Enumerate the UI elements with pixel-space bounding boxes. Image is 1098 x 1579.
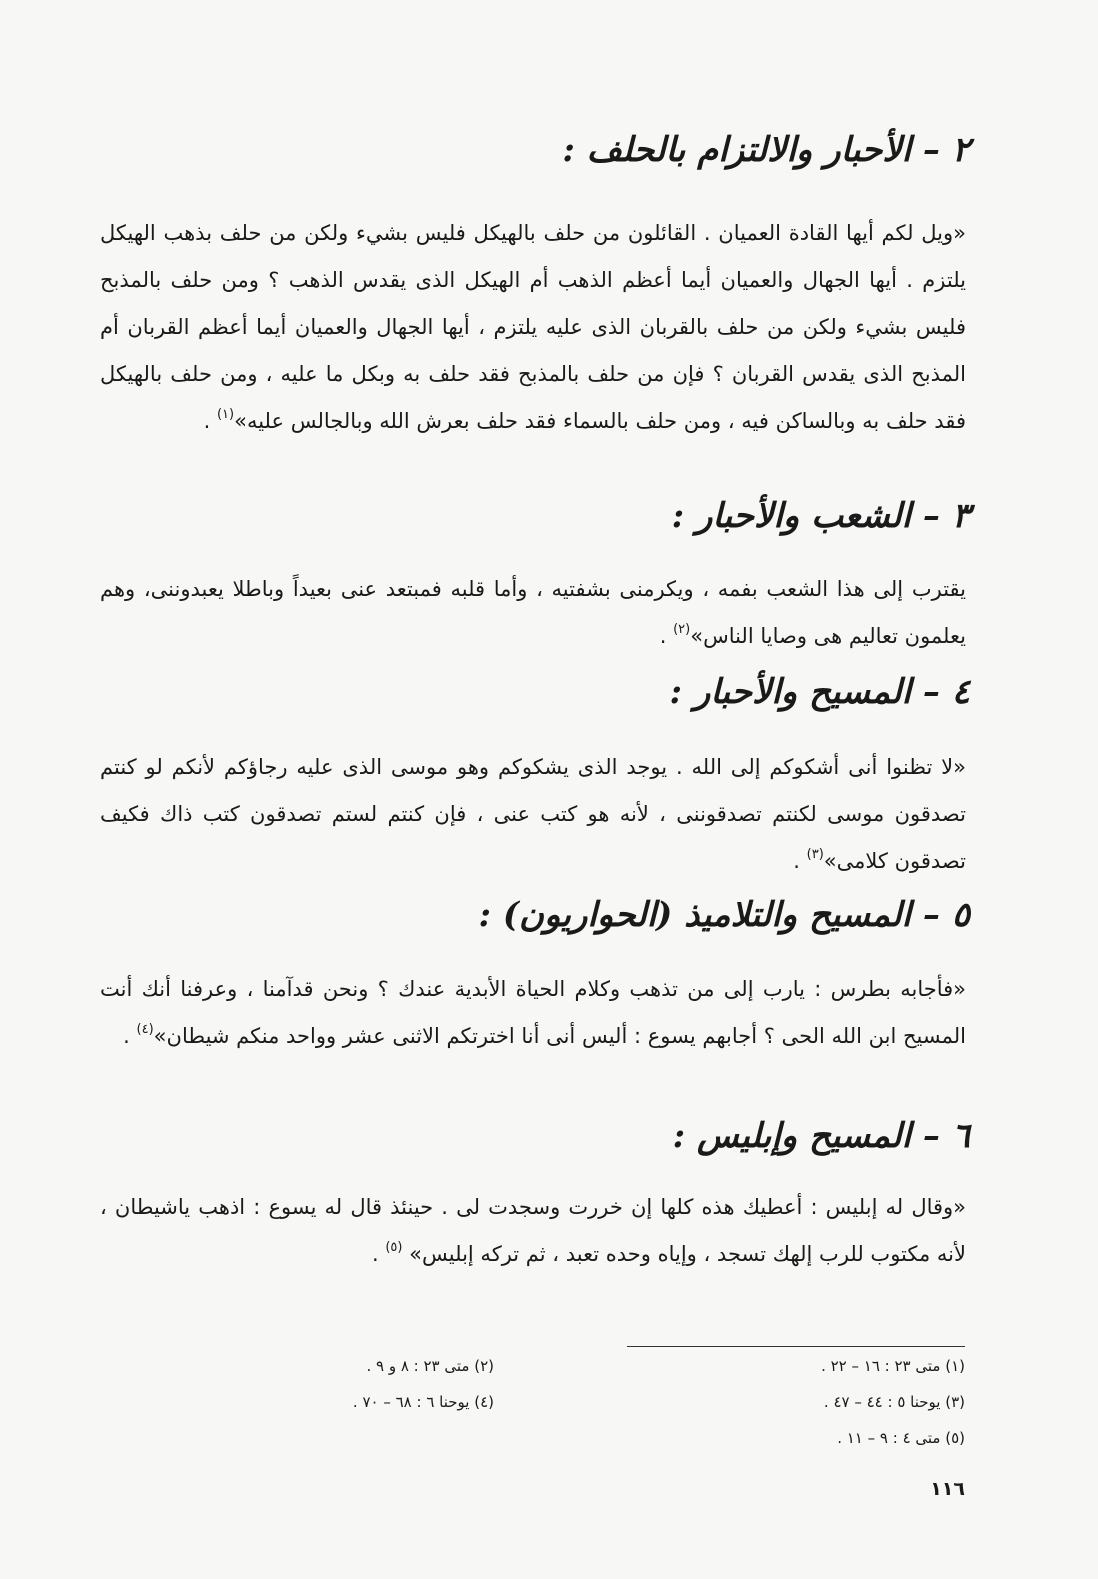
footnote-ref: (٣) [806,847,824,862]
section-paragraph-6: «وقال له إبليس : أعطيك هذه كلها إن خررت وسجدت لى . حينئذ قال له يسوع : اذهب ياشيطان ، لأنه مكتوب للرب إلهك تسجد ، وإياه وحده تعبد ، ثم تركه إبليس» $^{(٥)}$ . [100,1195,966,1266]
footnote-ref: (٥) [385,1240,403,1255]
section-title-2: ٢ – الأحبار والالتزام بالحلف : [562,130,970,170]
page-number: ١١٦ [930,1478,965,1500]
section-paragraph-4: «لا تظنوا أنى أشكوكم إلى الله . يوجد الذى يشكوكم وهو موسى الذى عليه رجاؤكم لأنكم لو كنتم تصدقون موسى لكنتم تصدقوننى ، لأنه هو كتب عنى ، فإن كنتم لستم تصدقون كتب ذاك فكيف تصدقون كلامى»$^{(٣)}$ . [100,755,966,873]
footnotes-left-column [353,1348,494,1420]
section-paragraph-5: «فأجابه بطرس : يارب إلى من تذهب وكلام الحياة الأبدية عندك ؟ ونحن قدآمنا ، وعرفنا أنك أنت المسيح ابن الله الحى ؟ أجابهم يسوع : أليس أنى أنا اخترتكم الاثنى عشر وواحد منكم شيطان»$^{(٤)}$ . [100,977,966,1048]
section-paragraph-3: يقترب إلى هذا الشعب بفمه ، ويكرمنى بشفتيه ، وأما قلبه فمبتعد عنى بعيداً وباطلا يعبدوننى، وهم يعلمون تعاليم هى وصايا الناس»$^{(٢)}$ . [100,577,966,648]
footnote-2: (٢) متى ٢٣ : ٨ و ٩ . [366,1357,494,1375]
footnote-ref: (١) [216,407,235,422]
section-title-5: ٥ – المسيح والتلاميذ (الحواريون) : [478,895,970,935]
section-paragraph-2: «ويل لكم أيها القادة العميان . القائلون من حلف بالهيكل فليس بشيء ولكن من حلف بذهب الهيكل يلتزم . أيها الجهال والعميان أيما أعظم الذهب أم الهيكل الذى يقدس الذهب ؟ ومن حلف بالمذبح فليس بشيء ولكن من حلف بالقربان الذى عليه يلتزم ، أيها الجهال والعميان أيما أعظم القربان أم المذبح الذى يقدس القربان ؟ فإن من حلف بالمذبح فقد حلف به وبكل ما عليه ، ومن حلف بالهيكل فقد حلف به وبالساكن فيه ، ومن حلف بالسماء فقد حلف بعرش الله وبالجالس عليه»$^{(١)}$ . [100,221,966,433]
footnotes-right-column [821,1348,965,1456]
footnote-3: (٣) يوحنا ٥ : ٤٤ – ٤٧ . [823,1393,965,1411]
footnote-ref: (٤) [136,1022,154,1037]
footnote-1: (١) متى ٢٣ : ١٦ – ٢٢ . [821,1357,965,1375]
footnote-5: (٥) متى ٤ : ٩ – ١١ . [837,1429,965,1447]
section-title-3: ٣ – الشعب والأحبار : [671,496,970,536]
footnote-ref: (٢) [673,622,691,637]
footnote-4: (٤) يوحنا ٦ : ٦٨ – ٧٠ . [352,1393,494,1411]
footnote-divider [627,1346,965,1347]
section-title-6: ٦ – المسيح وإبليس : [672,1116,970,1156]
section-title-4: ٤ – المسيح والأحبار : [669,672,970,712]
